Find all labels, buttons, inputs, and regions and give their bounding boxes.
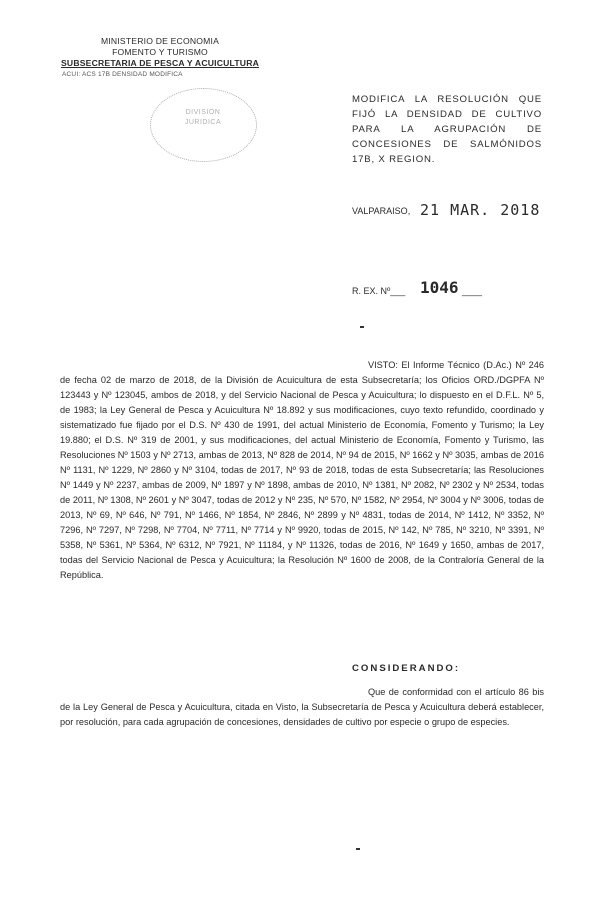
ministry-subname: FOMENTO Y TURISMO <box>112 47 208 57</box>
subsecretaria-name: SUBSECRETARIA DE PESCA Y ACUICULTURA <box>60 58 260 68</box>
margin-mark <box>360 326 364 328</box>
resolution-subject: MODIFICA LA RESOLUCIÓN QUE FIJÓ LA DENSIDAD DE CULTIVO PARA LA AGRUPACIÓN DE CONCESIONES DE SALMÓNIDOS 17B, X REGION. <box>352 94 542 165</box>
stamp-line-1: DIVISION <box>185 109 221 116</box>
considerando-text: Que de conformidad con el artículo 86 bis de la Ley General de Pesca y Acuicultura, citada en Visto, la Subsecretaría de Pesca y Acuicultura deberá establecer, por resolución, para cada agrupación de concesiones, densidades de cultivo por especie o grupo de especies. <box>60 687 544 727</box>
resolution-label: R. EX. Nº___ <box>352 286 406 296</box>
ministry-name: MINISTERIO DE ECONOMIA <box>100 36 220 46</box>
stamp-text <box>170 108 236 128</box>
considerando-heading: CONSIDERANDO: <box>352 663 461 674</box>
visto-paragraph <box>60 358 544 583</box>
date-stamp: 21 MAR. 2018 <box>420 201 541 219</box>
place-label: VALPARAISO, <box>352 206 411 216</box>
resolution-number: 1046 <box>420 278 459 297</box>
considerando-paragraph <box>60 685 544 730</box>
reference-code: ACUI: ACS 17B DENSIDAD MODIFICA <box>62 71 183 78</box>
resolution-suffix: ____ <box>462 286 483 296</box>
stamp-line-2: JURIDICA <box>184 119 222 126</box>
margin-mark <box>356 848 360 850</box>
letterhead <box>60 36 260 80</box>
visto-text: VISTO: El Informe Técnico (D.Ac.) Nº 246 de fecha 02 de marzo de 2018, de la División de Acuicultura de esta Subsecretaría; los Oficios ORD./DGPFA Nº 123443 y Nº 123045, ambos de 2018, y del Servicio Nacional de Pesca y Acuicultura; lo dispuesto en el D.F.L. Nº 5, de 1983; la Ley General de Pesca y Acuicultura Nº 18.892 y sus modificaciones, cuyo texto refundido, coordinado y sistematizado fue fijado por el D.S. Nº 430 de 1991, del actual Ministerio de Economía, Fomento y Turismo; la Ley 19.880; el D.S. Nº 319 de 2001, y sus modificaciones, del actual Ministerio de Economía, Fomento y Turismo, las Resoluciones Nº 1503 y Nº 2713, ambas de 2013, Nº 828 de 2014, Nº 94 de 2015, Nº 1662 y Nº 3035, ambas de 2016 Nº 1131, Nº 1229, Nº 2860 y Nº 3104, todas de 2017, Nº 93 de 2018, todas de esta Subsecretaría; las Resoluciones Nº 1449 y Nº 2237, ambas de 2009, Nº 1897 y Nº 1898, ambas de 2010, Nº 1381, Nº 2082, Nº 2302 y Nº 2534, todas de 2011, Nº 1308, Nº 2601 y Nº 3047, todas de 2012 y Nº 235, Nº 570, Nº 1582, Nº 2954, Nº 3004 y Nº 3006, todas de 2013, Nº 69, Nº 646, Nº 791, Nº 1466, Nº 1854, Nº 2846, Nº 2899 y Nº 4831, todas de 2014, Nº 1412, Nº 3352, Nº 7296, Nº 7297, Nº 7298, Nº 7704, Nº 7711, Nº 7714 y Nº 9920, todas de 2015, Nº 142, Nº 785, Nº 3210, Nº 3391, Nº 5358, Nº 5361, Nº 5364, Nº 6312, Nº 7921, Nº 11184, y Nº 11326, todas de 2016, Nº 1649 y 1650, ambas de 2017, todas del Servicio Nacional de Pesca y Acuicultura; la Resolución Nº 1600 de 2008, de la Contraloría General de la República. <box>60 360 544 580</box>
